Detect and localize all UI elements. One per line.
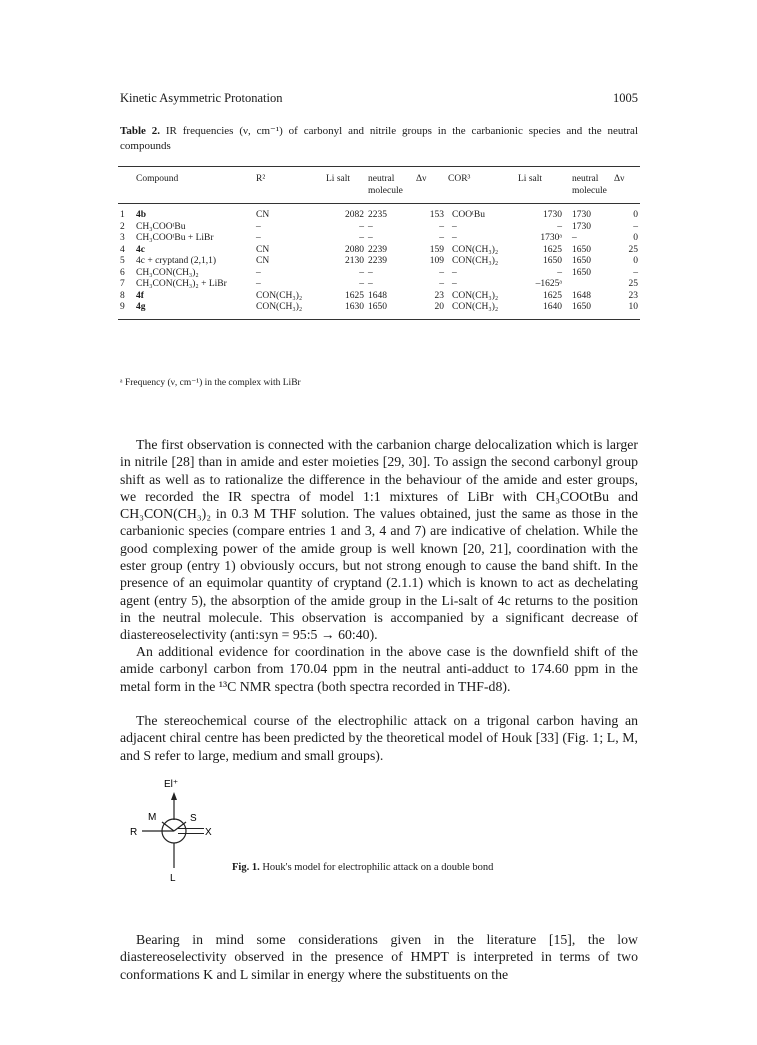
row-li-salt-2: 1650 xyxy=(543,256,562,266)
paragraph-hmpt-conformations: Bearing in mind some considerations given in the literature [15], the low diastereoselectivity observed in the presence of HMPT is interpreted in terms of two conformations K and L similar in energy where the substituents on the xyxy=(120,932,638,982)
row-entry: 7 xyxy=(120,279,125,289)
row-r2: – xyxy=(256,279,261,289)
label-x: X xyxy=(205,827,212,838)
row-neutral-2: 1650 xyxy=(572,302,591,312)
figure-caption-label: Fig. 1. xyxy=(232,862,260,873)
table-row xyxy=(118,204,640,222)
row-li-salt-2: 1625 xyxy=(543,244,562,255)
row-neutral-2: 1650 xyxy=(572,256,591,266)
row-compound: CH₃COOᵗBu xyxy=(136,221,186,232)
row-neutral: 2239 xyxy=(368,244,387,255)
table-row xyxy=(118,245,640,257)
row-delta-2: – xyxy=(633,221,638,232)
row-li-salt: 2080 xyxy=(345,244,364,255)
col-delta-nu: Δν xyxy=(416,174,427,184)
row-neutral: 2235 xyxy=(368,210,387,220)
row-neutral: 2239 xyxy=(368,256,387,266)
row-compound: 4g xyxy=(136,302,146,312)
table-row xyxy=(118,291,640,303)
row-delta: – xyxy=(439,267,444,278)
row-li-salt: 1625 xyxy=(345,290,364,301)
figure-caption xyxy=(232,862,493,873)
col-neutral-molecule-2: neutral molecule xyxy=(572,174,607,196)
row-cor3: – xyxy=(452,221,457,232)
row-entry: 9 xyxy=(120,302,125,312)
row-cor3: COOᵗBu xyxy=(452,210,485,220)
row-delta: – xyxy=(439,279,444,289)
row-delta-2: – xyxy=(633,267,638,278)
row-li-salt: – xyxy=(359,279,364,289)
row-li-salt-2: 1625 xyxy=(543,290,562,301)
row-r2: – xyxy=(256,221,261,232)
paragraph-nmr-evidence: An additional evidence for coordination in the above case is the downfield shift of the amide carbonyl carbon from 170.04 ppm in the neutral anti-adduct to 174.60 ppm in the metal form in the ¹³C NMR spectra (both spectra recorded in THF-d8). xyxy=(120,644,638,694)
row-cor3: – xyxy=(452,267,457,278)
row-li-salt: 2130 xyxy=(345,256,364,266)
row-r2: CON(CH₃)₂ xyxy=(256,302,303,312)
row-entry: 1 xyxy=(120,210,125,220)
row-neutral: 1650 xyxy=(368,302,387,312)
col-delta-nu-2: Δν xyxy=(614,174,625,184)
row-compound: 4b xyxy=(136,210,147,220)
col-li-salt: Li salt xyxy=(326,174,351,184)
row-cor3: CON(CH₃)₂ xyxy=(452,290,499,301)
table-row xyxy=(118,233,640,245)
row-neutral-2: 1730 xyxy=(572,210,591,220)
row-delta: 159 xyxy=(429,244,444,255)
row-delta: 20 xyxy=(434,302,444,312)
row-li-salt: 2082 xyxy=(345,210,364,220)
row-neutral-2: – xyxy=(572,233,577,243)
row-delta: 109 xyxy=(429,256,444,266)
row-delta-2: 0 xyxy=(633,256,638,266)
row-compound: CH₃COOᵗBu + LiBr xyxy=(136,233,214,243)
row-r2: CN xyxy=(256,256,270,266)
row-delta: – xyxy=(439,233,444,243)
row-neutral-2: 1730 xyxy=(572,221,591,232)
table-row xyxy=(118,268,640,280)
row-delta-2: 25 xyxy=(628,244,638,255)
row-li-salt: – xyxy=(359,267,364,278)
col-cor3: COR³ xyxy=(448,174,471,184)
label-r: R xyxy=(130,827,138,838)
row-neutral: – xyxy=(368,233,373,243)
col-compound: Compound xyxy=(136,174,179,184)
row-compound: CH₃CON(CH₃)₂ xyxy=(136,267,199,278)
paragraph-stereochemical-course: The stereochemical course of the electrophilic attack on a trigonal carbon having an adjacent chiral centre has been predicted by the theoretical model of Houk [33] (Fig. 1; L, M, and S refer to large, medium and small groups). xyxy=(120,713,638,763)
row-delta-2: 0 xyxy=(633,233,638,243)
row-entry: 3 xyxy=(120,233,125,243)
label-m: M xyxy=(148,812,157,823)
row-r2: – xyxy=(256,233,261,243)
row-cor3: CON(CH₃)₂ xyxy=(452,244,499,255)
row-delta-2: 25 xyxy=(628,279,638,289)
row-r2: CN xyxy=(256,244,270,255)
row-entry: 6 xyxy=(120,267,125,278)
row-li-salt-2: 1730 xyxy=(543,210,562,220)
row-delta: – xyxy=(439,221,444,232)
table-header-row xyxy=(118,167,640,204)
row-delta: 153 xyxy=(429,210,444,220)
label-electrophile: El⁺ xyxy=(164,779,179,790)
table-footnote: ᵃ Frequency (ν, cm⁻¹) in the complex with LiBr xyxy=(120,378,301,388)
row-compound: 4c + cryptand (2,1,1) xyxy=(136,256,217,266)
page-number: 1005 xyxy=(613,91,638,105)
row-li-salt: 1630 xyxy=(345,302,364,312)
row-li-salt-2: –1625ᵃ xyxy=(535,279,562,289)
row-neutral-2: 1648 xyxy=(572,290,591,301)
paragraph-charge-delocalization: The first observation is connected with the carbanion charge delocalization which is larger in nitrile [28] than in amide and ester moieties [29, 30]. To assign the second carbonyl group shift as well as to rationalize the difference in the behaviour of the amide and ester groups, we recorded the IR spectra of model 1:1 mixtures of LiBr with CH₃COOtBu and CH₃CON(CH₃)₂ in 0.3 M THF solution. The values obtained, just the same as those in the carbanionic species (compare entries 1 and 3, 4 and 7) are indicative of chelation. While the good complexing power of the amide group is well known [20, 21], coordination with the ester group (entry 1) obviously occurs, but not strong enough to cause the band shift. In the presence of an equimolar quantity of cryptand (2.1.1) which is known to act as dechelating agent (entry 5), the absorption of the amide group in the Li-salt of 4c returns to the position in the neutral molecule. This observation is accompanied by a significant decrease of diastereoselectivity (anti:syn = 95:5 → 60:40). xyxy=(120,437,638,643)
col-li-salt-2: Li salt xyxy=(518,174,543,184)
bond-m xyxy=(162,822,174,831)
row-delta-2: 0 xyxy=(633,210,638,220)
row-neutral: – xyxy=(368,221,373,232)
page-header xyxy=(120,91,638,106)
row-r2: CON(CH₃)₂ xyxy=(256,290,303,301)
row-li-salt-2: 1730ᵃ xyxy=(540,233,562,243)
col-r2: R² xyxy=(256,174,266,184)
row-delta: 23 xyxy=(434,290,444,301)
arrow-head-icon xyxy=(171,792,177,800)
houk-model-figure xyxy=(128,776,228,886)
table-caption xyxy=(120,124,638,154)
row-compound: 4c xyxy=(136,244,145,255)
row-cor3: CON(CH₃)₂ xyxy=(452,302,499,312)
row-entry: 2 xyxy=(120,221,125,232)
table-row xyxy=(118,256,640,268)
row-neutral: 1648 xyxy=(368,290,387,301)
figure-caption-text: Houk's model for electrophilic attack on a double bond xyxy=(259,862,494,873)
table-row xyxy=(118,279,640,291)
row-cor3: – xyxy=(452,233,457,243)
row-r2: – xyxy=(256,267,261,278)
row-li-salt-2: – xyxy=(557,267,562,278)
label-s: S xyxy=(190,813,197,824)
row-delta-2: 23 xyxy=(628,290,638,301)
table-row xyxy=(118,222,640,234)
row-cor3: CON(CH₃)₂ xyxy=(452,256,499,266)
row-compound: CH₃CON(CH₃)₂ + LiBr xyxy=(136,279,227,289)
col-neutral-molecule: neutral molecule xyxy=(368,174,403,196)
row-neutral-2 xyxy=(564,279,612,291)
row-cor3: – xyxy=(452,279,457,289)
row-entry: 4 xyxy=(120,244,125,255)
row-neutral: – xyxy=(368,279,373,289)
table-caption-label: Table 2. xyxy=(120,125,161,137)
table-caption-text: IR frequencies (ν, cm⁻¹) of carbonyl and nitrile groups in the carbanionic species and the neutral compounds xyxy=(120,125,638,152)
row-li-salt: – xyxy=(359,221,364,232)
row-entry: 8 xyxy=(120,290,125,301)
row-li-salt-2: 1640 xyxy=(543,302,562,312)
row-li-salt: – xyxy=(359,233,364,243)
row-neutral-2: 1650 xyxy=(572,267,591,278)
row-delta-2: 10 xyxy=(628,302,638,312)
label-l: L xyxy=(170,873,176,884)
row-neutral-2: 1650 xyxy=(572,244,591,255)
ir-frequency-table xyxy=(118,166,640,320)
row-compound: 4f xyxy=(136,290,144,301)
row-r2: CN xyxy=(256,210,270,220)
row-neutral: – xyxy=(368,267,373,278)
running-title: Kinetic Asymmetric Protonation xyxy=(120,91,283,105)
table-row xyxy=(118,302,640,319)
bond-s xyxy=(174,822,186,831)
row-entry: 5 xyxy=(120,256,125,266)
row-li-salt-2: – xyxy=(557,221,562,232)
